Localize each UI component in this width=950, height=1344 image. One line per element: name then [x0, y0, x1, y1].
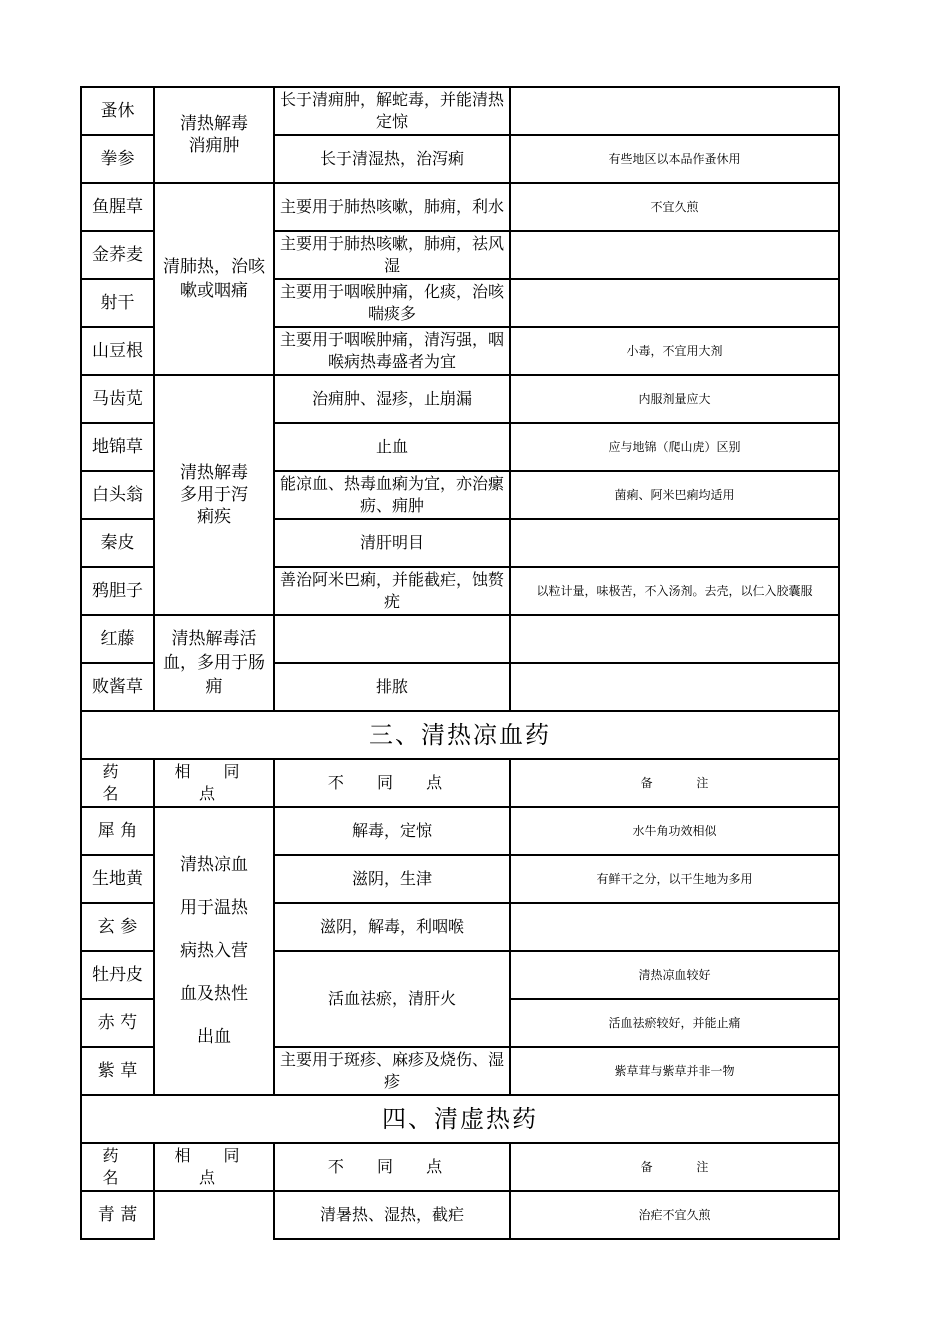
- herb-name: 牡丹皮: [81, 951, 154, 999]
- remark: 小毒，不宜用大剂: [510, 327, 839, 375]
- herb-name: 青 蒿: [81, 1191, 154, 1239]
- remark: 菌痢、阿米巴痢均适用: [510, 471, 839, 519]
- header-diff: 不 同 点: [274, 759, 510, 807]
- same-point-line: 多用于泻: [180, 485, 248, 505]
- same-point-cell: [154, 807, 274, 1095]
- diff-point: 主要用于咽喉肿痛，清泻强，咽喉病热毒盛者为宜: [274, 327, 510, 375]
- herb-name: 拳参: [81, 135, 154, 183]
- same-point-line: 痢疾: [197, 507, 231, 527]
- same-point-line: 清热凉血: [180, 854, 248, 875]
- herb-name: 山豆根: [81, 327, 154, 375]
- remark: 以粒计量，味极苦，不入汤剂。去壳，以仁入胶囊服: [510, 567, 839, 615]
- remark: 不宜久煎: [510, 183, 839, 231]
- herb-table: [80, 86, 840, 1240]
- same-point-cell: 清热解毒活血，多用于肠痈: [154, 615, 274, 711]
- remark: 清热凉血较好: [510, 951, 839, 999]
- diff-point: 滋阴，生津: [274, 855, 510, 903]
- diff-point: 能凉血、热毒血痢为宜，亦治瘰疬、痈肿: [274, 471, 510, 519]
- herb-name: 玄 参: [81, 903, 154, 951]
- herb-name: 犀 角: [81, 807, 154, 855]
- diff-point: 长于清痈肿，解蛇毒，并能清热定惊: [274, 87, 510, 135]
- remark: [510, 615, 839, 663]
- herb-name: 鱼腥草: [81, 183, 154, 231]
- table-row: [81, 183, 839, 231]
- diff-point: 主要用于斑疹、麻疹及烧伤、湿疹: [274, 1047, 510, 1095]
- diff-point: 排脓: [274, 663, 510, 711]
- diff-point: 长于清湿热，治泻痢: [274, 135, 510, 183]
- header-note: 备 注: [510, 759, 839, 807]
- header-name: 药 名: [81, 1143, 154, 1191]
- remark: 内服剂量应大: [510, 375, 839, 423]
- header-row: [81, 759, 839, 807]
- herb-name: 射干: [81, 279, 154, 327]
- herb-name: 败酱草: [81, 663, 154, 711]
- table-row: [81, 615, 839, 663]
- same-point-cell: [154, 1191, 274, 1239]
- herb-name: 蚤休: [81, 87, 154, 135]
- section-title-row: [81, 711, 839, 759]
- same-point-line: 消痈肿: [188, 136, 240, 156]
- remark: 应与地锦（爬山虎）区别: [510, 423, 839, 471]
- remark: [510, 279, 839, 327]
- herb-name: 鸦胆子: [81, 567, 154, 615]
- section-title-row: [81, 1095, 839, 1143]
- table-row: [81, 1191, 839, 1239]
- remark: [510, 231, 839, 279]
- same-point-cell: [154, 87, 274, 183]
- remark: 紫草茸与紫草并非一物: [510, 1047, 839, 1095]
- table-row: [81, 807, 839, 855]
- diff-point: 清肝明目: [274, 519, 510, 567]
- herb-comparison-sheet: [80, 86, 838, 1240]
- diff-point: 主要用于肺热咳嗽，肺痈，利水: [274, 183, 510, 231]
- herb-name: 秦皮: [81, 519, 154, 567]
- herb-name: 马齿苋: [81, 375, 154, 423]
- section-title: 四、清虚热药: [81, 1095, 839, 1143]
- diff-point: [274, 615, 510, 663]
- header-row: [81, 1143, 839, 1191]
- header-same: 相 同 点: [154, 1143, 274, 1191]
- herb-name: 红藤: [81, 615, 154, 663]
- header-diff: 不 同 点: [274, 1143, 510, 1191]
- herb-name: 赤 芍: [81, 999, 154, 1047]
- herb-name: 地锦草: [81, 423, 154, 471]
- diff-point: 善治阿米巴痢，并能截疟，蚀赘疣: [274, 567, 510, 615]
- table-row: [81, 87, 839, 135]
- remark: [510, 663, 839, 711]
- diff-point: 滋阴，解毒，利咽喉: [274, 903, 510, 951]
- remark: [510, 903, 839, 951]
- remark: 有些地区以本品作蚤休用: [510, 135, 839, 183]
- header-same: 相 同 点: [154, 759, 274, 807]
- remark: 治疟不宜久煎: [510, 1191, 839, 1239]
- diff-point: 主要用于肺热咳嗽，肺痈，祛风湿: [274, 231, 510, 279]
- herb-name: 紫 草: [81, 1047, 154, 1095]
- remark: [510, 519, 839, 567]
- same-point-line: 血及热性: [180, 983, 248, 1004]
- diff-point: 活血祛瘀，清肝火: [274, 951, 510, 1047]
- remark: 有鲜干之分，以干生地为多用: [510, 855, 839, 903]
- same-point-line: 病热入营: [180, 940, 248, 961]
- herb-name: 白头翁: [81, 471, 154, 519]
- herb-name: 生地黄: [81, 855, 154, 903]
- same-point-line: 清热解毒: [180, 463, 248, 483]
- diff-point: 主要用于咽喉肿痛，化痰，治咳喘痰多: [274, 279, 510, 327]
- diff-point: 清暑热、湿热，截疟: [274, 1191, 510, 1239]
- diff-point: 解毒，定惊: [274, 807, 510, 855]
- same-point-line: 出血: [197, 1026, 231, 1047]
- diff-point: 治痈肿、湿疹，止崩漏: [274, 375, 510, 423]
- same-point-cell: [154, 375, 274, 615]
- header-note: 备 注: [510, 1143, 839, 1191]
- section-title: 三、清热凉血药: [81, 711, 839, 759]
- header-name: 药 名: [81, 759, 154, 807]
- herb-name: 金荞麦: [81, 231, 154, 279]
- remark: [510, 87, 839, 135]
- same-point-cell: 清肺热，治咳嗽或咽痛: [154, 183, 274, 375]
- diff-point: 止血: [274, 423, 510, 471]
- table-row: [81, 375, 839, 423]
- same-point-line: 用于温热: [180, 897, 248, 918]
- remark: 活血祛瘀较好，并能止痛: [510, 999, 839, 1047]
- remark: 水牛角功效相似: [510, 807, 839, 855]
- same-point-line: 清热解毒: [180, 114, 248, 134]
